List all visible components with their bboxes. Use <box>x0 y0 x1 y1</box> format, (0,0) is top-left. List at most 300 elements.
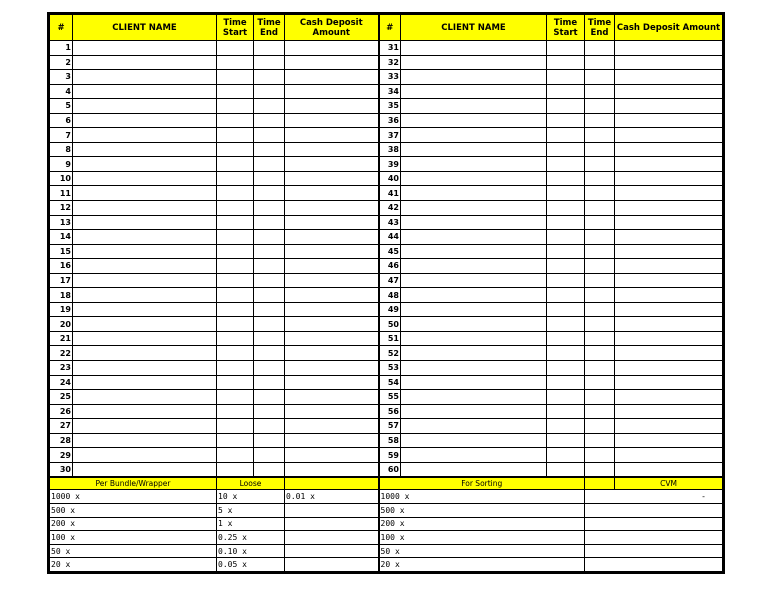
cash-deposit-cell[interactable] <box>285 55 379 70</box>
row-number: 3 <box>50 70 73 85</box>
cash-deposit-cell[interactable] <box>615 215 723 230</box>
cash-deposit-cell[interactable] <box>615 375 723 390</box>
row-number: 20 <box>50 317 73 332</box>
table-row <box>50 419 723 434</box>
time-start-cell[interactable] <box>217 317 254 332</box>
time-end-cell[interactable] <box>254 375 285 390</box>
cash-deposit-cell[interactable] <box>285 128 379 143</box>
time-start-cell[interactable] <box>547 186 585 201</box>
time-start-cell[interactable] <box>547 41 585 56</box>
client-name-cell[interactable] <box>73 288 217 303</box>
time-start-cell[interactable] <box>217 215 254 230</box>
cash-deposit-cell[interactable] <box>615 433 723 448</box>
time-start-cell[interactable] <box>547 331 585 346</box>
cash-deposit-cell[interactable] <box>285 157 379 172</box>
client-name-cell[interactable] <box>401 55 547 70</box>
time-end-cell[interactable] <box>254 128 285 143</box>
client-name-cell[interactable] <box>73 361 217 376</box>
time-end-cell[interactable] <box>585 186 615 201</box>
time-start-cell[interactable] <box>217 55 254 70</box>
client-name-cell[interactable] <box>73 390 217 405</box>
time-end-cell[interactable] <box>585 390 615 405</box>
time-end-cell[interactable] <box>254 157 285 172</box>
cash-deposit-cell[interactable] <box>615 55 723 70</box>
time-start-cell[interactable] <box>217 273 254 288</box>
cash-deposit-cell[interactable] <box>615 448 723 463</box>
row-number: 21 <box>50 331 73 346</box>
client-name-cell[interactable] <box>401 142 547 157</box>
client-name-cell[interactable] <box>401 433 547 448</box>
row-number: 9 <box>50 157 73 172</box>
time-end-cell[interactable] <box>585 346 615 361</box>
row-number: 34 <box>379 84 401 99</box>
time-start-cell[interactable] <box>217 346 254 361</box>
cash-deposit-cell[interactable] <box>285 288 379 303</box>
row-number: 46 <box>379 259 401 274</box>
client-name-cell[interactable] <box>73 230 217 245</box>
cash-deposit-cell[interactable] <box>615 462 723 477</box>
client-name-cell[interactable] <box>73 419 217 434</box>
loose-denomination: 5 x <box>217 504 285 518</box>
client-name-cell[interactable] <box>73 142 217 157</box>
cash-deposit-cell[interactable] <box>285 171 379 186</box>
client-name-cell[interactable] <box>401 41 547 56</box>
row-number: 56 <box>379 404 401 419</box>
cash-deposit-cell[interactable] <box>285 215 379 230</box>
row-number: 10 <box>50 171 73 186</box>
cvm-cell[interactable] <box>585 531 723 545</box>
table-row <box>50 157 723 172</box>
time-end-cell[interactable] <box>585 128 615 143</box>
client-name-cell[interactable] <box>401 404 547 419</box>
time-end-cell[interactable] <box>254 171 285 186</box>
time-end-cell[interactable] <box>585 361 615 376</box>
time-end-cell[interactable] <box>254 288 285 303</box>
time-end-cell[interactable] <box>585 142 615 157</box>
time-end-cell[interactable] <box>585 84 615 99</box>
cash-deposit-cell[interactable] <box>615 288 723 303</box>
client-name-cell[interactable] <box>401 346 547 361</box>
cash-deposit-cell[interactable] <box>615 419 723 434</box>
cash-deposit-cell[interactable] <box>285 419 379 434</box>
client-name-cell[interactable] <box>73 41 217 56</box>
client-name-cell[interactable] <box>73 448 217 463</box>
time-end-cell[interactable] <box>585 55 615 70</box>
time-start-cell[interactable] <box>547 302 585 317</box>
time-start-cell[interactable] <box>547 99 585 114</box>
col-header-time-end: Time End <box>254 15 285 41</box>
cash-deposit-cell[interactable] <box>615 244 723 259</box>
denomination-row <box>50 517 723 531</box>
col-header-cash-deposit: Cash Deposit Amount <box>285 15 379 41</box>
cash-deposit-cell[interactable] <box>285 448 379 463</box>
col-header-client-name-2: CLIENT NAME <box>401 15 547 41</box>
time-end-cell[interactable] <box>585 99 615 114</box>
time-end-cell[interactable] <box>585 41 615 56</box>
cash-deposit-cell[interactable] <box>285 201 379 216</box>
time-start-cell[interactable] <box>547 171 585 186</box>
client-name-cell[interactable] <box>73 317 217 332</box>
cash-deposit-cell[interactable] <box>285 433 379 448</box>
cash-deposit-cell[interactable] <box>285 259 379 274</box>
time-end-cell[interactable] <box>254 448 285 463</box>
time-end-cell[interactable] <box>254 70 285 85</box>
time-start-cell[interactable] <box>547 157 585 172</box>
cash-deposit-cell[interactable] <box>285 404 379 419</box>
client-name-cell[interactable] <box>401 317 547 332</box>
time-start-cell[interactable] <box>217 448 254 463</box>
time-start-cell[interactable] <box>547 128 585 143</box>
time-end-cell[interactable] <box>254 390 285 405</box>
cash-deposit-cell[interactable] <box>615 259 723 274</box>
time-start-cell[interactable] <box>217 99 254 114</box>
cash-deposit-cell[interactable] <box>285 99 379 114</box>
cvm-cell[interactable] <box>585 558 723 572</box>
time-end-cell[interactable] <box>254 331 285 346</box>
client-name-cell[interactable] <box>401 448 547 463</box>
client-name-cell[interactable] <box>73 201 217 216</box>
time-start-cell[interactable] <box>547 390 585 405</box>
time-end-cell[interactable] <box>585 375 615 390</box>
client-name-cell[interactable] <box>401 230 547 245</box>
time-start-cell[interactable] <box>547 113 585 128</box>
client-name-cell[interactable] <box>401 70 547 85</box>
cash-deposit-cell[interactable] <box>285 390 379 405</box>
row-number: 2 <box>50 55 73 70</box>
col-header-time-start-2: Time Start <box>547 15 585 41</box>
cash-deposit-cell[interactable] <box>615 84 723 99</box>
row-number: 59 <box>379 448 401 463</box>
client-name-cell[interactable] <box>401 419 547 434</box>
time-start-cell[interactable] <box>547 273 585 288</box>
cash-deposit-cell[interactable] <box>285 375 379 390</box>
time-start-cell[interactable] <box>547 317 585 332</box>
cash-deposit-cell[interactable] <box>615 171 723 186</box>
time-start-cell[interactable] <box>547 55 585 70</box>
col-header-time-start: Time Start <box>217 15 254 41</box>
time-start-cell[interactable] <box>217 433 254 448</box>
time-start-cell[interactable] <box>217 41 254 56</box>
time-start-cell[interactable] <box>217 84 254 99</box>
cash-deposit-cell[interactable] <box>615 41 723 56</box>
time-start-cell[interactable] <box>217 375 254 390</box>
cash-deposit-cell[interactable] <box>615 346 723 361</box>
client-name-cell[interactable] <box>401 128 547 143</box>
time-start-cell[interactable] <box>547 462 585 477</box>
per-bundle-header: Per Bundle/Wrapper <box>50 477 217 490</box>
time-start-cell[interactable] <box>217 244 254 259</box>
cvm-value: - <box>585 490 723 504</box>
time-end-cell[interactable] <box>254 317 285 332</box>
time-start-cell[interactable] <box>217 186 254 201</box>
cash-deposit-cell[interactable] <box>285 317 379 332</box>
time-end-cell[interactable] <box>585 171 615 186</box>
table-row <box>50 142 723 157</box>
time-end-cell[interactable] <box>585 70 615 85</box>
client-name-cell[interactable] <box>73 404 217 419</box>
cash-deposit-cell[interactable] <box>285 361 379 376</box>
time-end-cell[interactable] <box>585 201 615 216</box>
client-name-cell[interactable] <box>401 390 547 405</box>
cash-deposit-cell[interactable] <box>285 302 379 317</box>
time-start-cell[interactable] <box>547 346 585 361</box>
time-end-cell[interactable] <box>585 433 615 448</box>
client-name-cell[interactable] <box>73 128 217 143</box>
loose-denomination: 0.25 x <box>217 531 285 545</box>
time-start-cell[interactable] <box>547 244 585 259</box>
time-start-cell[interactable] <box>217 259 254 274</box>
client-name-cell[interactable] <box>73 462 217 477</box>
time-start-cell[interactable] <box>547 361 585 376</box>
cash-deposit-cell[interactable] <box>615 128 723 143</box>
time-start-cell[interactable] <box>217 288 254 303</box>
cash-deposit-cell[interactable] <box>615 361 723 376</box>
client-name-cell[interactable] <box>401 302 547 317</box>
client-name-cell[interactable] <box>401 462 547 477</box>
cash-deposit-cell[interactable] <box>285 142 379 157</box>
table-row <box>50 302 723 317</box>
time-end-cell[interactable] <box>585 259 615 274</box>
client-name-cell[interactable] <box>73 84 217 99</box>
time-end-cell[interactable] <box>254 84 285 99</box>
time-start-cell[interactable] <box>547 230 585 245</box>
time-end-cell[interactable] <box>254 259 285 274</box>
time-end-cell[interactable] <box>254 215 285 230</box>
client-name-cell[interactable] <box>73 55 217 70</box>
cash-deposit-cell[interactable] <box>285 186 379 201</box>
client-name-cell[interactable] <box>73 346 217 361</box>
client-name-cell[interactable] <box>73 375 217 390</box>
time-start-cell[interactable] <box>217 142 254 157</box>
client-name-cell[interactable] <box>401 201 547 216</box>
cash-deposit-cell[interactable] <box>615 113 723 128</box>
time-start-cell[interactable] <box>217 201 254 216</box>
time-start-cell[interactable] <box>547 288 585 303</box>
denomination-row <box>50 490 723 504</box>
time-end-cell[interactable] <box>585 419 615 434</box>
row-number: 57 <box>379 419 401 434</box>
time-end-cell[interactable] <box>254 244 285 259</box>
time-start-cell[interactable] <box>217 171 254 186</box>
client-name-cell[interactable] <box>401 375 547 390</box>
client-name-cell[interactable] <box>401 273 547 288</box>
table-row <box>50 361 723 376</box>
time-start-cell[interactable] <box>217 419 254 434</box>
time-end-cell[interactable] <box>585 317 615 332</box>
time-end-cell[interactable] <box>254 230 285 245</box>
row-number: 40 <box>379 171 401 186</box>
header-row <box>50 15 723 41</box>
cash-deposit-cell[interactable] <box>615 230 723 245</box>
time-end-cell[interactable] <box>585 244 615 259</box>
cash-deposit-cell[interactable] <box>615 273 723 288</box>
cash-deposit-cell[interactable] <box>615 404 723 419</box>
time-start-cell[interactable] <box>547 375 585 390</box>
time-end-cell[interactable] <box>254 186 285 201</box>
time-end-cell[interactable] <box>254 419 285 434</box>
cash-deposit-cell[interactable] <box>285 462 379 477</box>
time-end-cell[interactable] <box>585 215 615 230</box>
time-end-cell[interactable] <box>585 302 615 317</box>
bundle-denomination: 200 x <box>50 517 217 531</box>
client-name-cell[interactable] <box>401 331 547 346</box>
client-name-cell[interactable] <box>73 186 217 201</box>
cvm-cell[interactable] <box>585 517 723 531</box>
time-start-cell[interactable] <box>217 70 254 85</box>
time-start-cell[interactable] <box>217 462 254 477</box>
cash-deposit-cell[interactable] <box>285 244 379 259</box>
time-start-cell[interactable] <box>217 361 254 376</box>
time-start-cell[interactable] <box>547 259 585 274</box>
cash-deposit-cell[interactable] <box>285 84 379 99</box>
client-name-cell[interactable] <box>73 433 217 448</box>
sorting-denomination: 500 x <box>379 504 585 518</box>
row-number: 18 <box>50 288 73 303</box>
cash-deposit-cell[interactable] <box>285 273 379 288</box>
client-name-cell[interactable] <box>73 215 217 230</box>
time-start-cell[interactable] <box>217 230 254 245</box>
time-start-cell[interactable] <box>547 419 585 434</box>
client-name-cell[interactable] <box>401 186 547 201</box>
cash-deposit-cell[interactable] <box>615 99 723 114</box>
time-end-cell[interactable] <box>585 273 615 288</box>
client-name-cell[interactable] <box>73 70 217 85</box>
cash-deposit-cell[interactable] <box>285 346 379 361</box>
client-name-cell[interactable] <box>401 288 547 303</box>
time-start-cell[interactable] <box>217 157 254 172</box>
client-name-cell[interactable] <box>73 171 217 186</box>
cash-deposit-cell[interactable] <box>615 70 723 85</box>
cash-deposit-cell[interactable] <box>615 186 723 201</box>
row-number: 8 <box>50 142 73 157</box>
cash-deposit-cell[interactable] <box>285 70 379 85</box>
time-end-cell[interactable] <box>585 462 615 477</box>
denomination-row <box>50 531 723 545</box>
time-end-cell[interactable] <box>585 230 615 245</box>
denomination-header-row <box>50 477 723 490</box>
time-end-cell[interactable] <box>254 346 285 361</box>
client-name-cell[interactable] <box>73 331 217 346</box>
row-number: 13 <box>50 215 73 230</box>
loose-denomination: 0.05 x <box>217 558 285 572</box>
time-end-cell[interactable] <box>585 331 615 346</box>
client-name-cell[interactable] <box>73 273 217 288</box>
cash-deposit-cell[interactable] <box>615 302 723 317</box>
row-number: 22 <box>50 346 73 361</box>
time-end-cell[interactable] <box>254 55 285 70</box>
time-end-cell[interactable] <box>254 404 285 419</box>
time-start-cell[interactable] <box>547 448 585 463</box>
row-number: 60 <box>379 462 401 477</box>
cash-deposit-cell[interactable] <box>615 390 723 405</box>
cash-deposit-cell[interactable] <box>285 113 379 128</box>
client-name-cell[interactable] <box>401 259 547 274</box>
cash-deposit-cell[interactable] <box>285 331 379 346</box>
time-start-cell[interactable] <box>217 331 254 346</box>
time-end-cell[interactable] <box>585 113 615 128</box>
time-start-cell[interactable] <box>217 302 254 317</box>
table-row <box>50 375 723 390</box>
client-name-cell[interactable] <box>401 157 547 172</box>
time-end-cell[interactable] <box>254 361 285 376</box>
client-name-cell[interactable] <box>73 157 217 172</box>
time-start-cell[interactable] <box>547 215 585 230</box>
time-start-cell[interactable] <box>547 84 585 99</box>
time-start-cell[interactable] <box>217 128 254 143</box>
coin-denomination <box>285 544 379 558</box>
time-start-cell[interactable] <box>547 70 585 85</box>
client-name-cell[interactable] <box>401 84 547 99</box>
table-row <box>50 244 723 259</box>
time-end-cell[interactable] <box>585 404 615 419</box>
cash-deposit-cell[interactable] <box>615 201 723 216</box>
client-name-cell[interactable] <box>401 99 547 114</box>
client-name-cell[interactable] <box>73 113 217 128</box>
row-number: 23 <box>50 361 73 376</box>
time-start-cell[interactable] <box>547 201 585 216</box>
cash-deposit-cell[interactable] <box>615 317 723 332</box>
time-end-cell[interactable] <box>254 273 285 288</box>
client-name-cell[interactable] <box>73 244 217 259</box>
cash-deposit-cell[interactable] <box>615 157 723 172</box>
time-end-cell[interactable] <box>585 157 615 172</box>
time-end-cell[interactable] <box>254 99 285 114</box>
time-end-cell[interactable] <box>585 448 615 463</box>
time-end-cell[interactable] <box>254 41 285 56</box>
client-name-cell[interactable] <box>401 171 547 186</box>
time-start-cell[interactable] <box>547 404 585 419</box>
row-number: 37 <box>379 128 401 143</box>
cash-deposit-cell[interactable] <box>285 230 379 245</box>
time-start-cell[interactable] <box>547 433 585 448</box>
cash-deposit-cell[interactable] <box>615 331 723 346</box>
row-number: 58 <box>379 433 401 448</box>
time-end-cell[interactable] <box>254 462 285 477</box>
coin-denomination <box>285 517 379 531</box>
time-start-cell[interactable] <box>217 390 254 405</box>
client-name-cell[interactable] <box>401 361 547 376</box>
time-end-cell[interactable] <box>254 433 285 448</box>
client-name-cell[interactable] <box>401 244 547 259</box>
row-number: 52 <box>379 346 401 361</box>
row-number: 44 <box>379 230 401 245</box>
client-name-cell[interactable] <box>73 259 217 274</box>
row-number: 35 <box>379 99 401 114</box>
table-row <box>50 128 723 143</box>
time-end-cell[interactable] <box>254 302 285 317</box>
time-end-cell[interactable] <box>254 113 285 128</box>
time-end-cell[interactable] <box>585 288 615 303</box>
time-start-cell[interactable] <box>217 404 254 419</box>
client-name-cell[interactable] <box>73 302 217 317</box>
cvm-cell[interactable] <box>585 544 723 558</box>
row-number: 55 <box>379 390 401 405</box>
time-end-cell[interactable] <box>254 201 285 216</box>
time-end-cell[interactable] <box>254 142 285 157</box>
row-number: 47 <box>379 273 401 288</box>
time-start-cell[interactable] <box>217 113 254 128</box>
row-number: 32 <box>379 55 401 70</box>
loose-denomination: 10 x <box>217 490 285 504</box>
client-name-cell[interactable] <box>73 99 217 114</box>
row-number: 7 <box>50 128 73 143</box>
cash-deposit-cell[interactable] <box>285 41 379 56</box>
cash-deposit-cell[interactable] <box>615 142 723 157</box>
client-name-cell[interactable] <box>401 215 547 230</box>
cvm-cell[interactable] <box>585 504 723 518</box>
client-name-cell[interactable] <box>401 113 547 128</box>
time-start-cell[interactable] <box>547 142 585 157</box>
